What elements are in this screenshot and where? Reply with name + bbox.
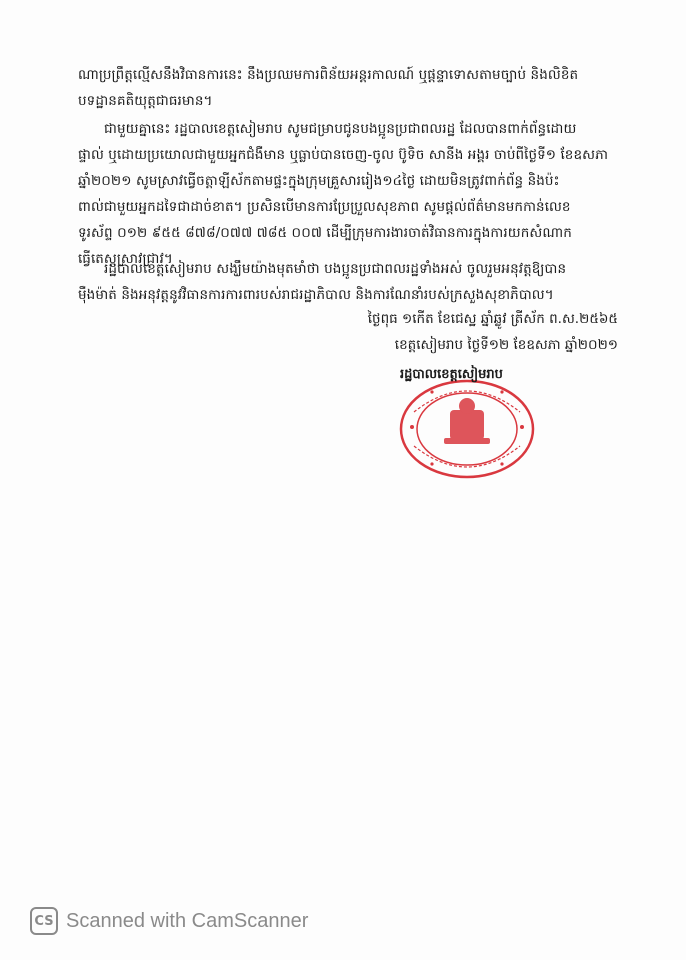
signatory-title: រដ្ឋបាលខេត្តសៀមរាប	[400, 367, 503, 382]
text-line: ធ្វើតេស្តស្រាវជ្រាវ។	[78, 251, 173, 267]
paragraph-2	[78, 116, 618, 272]
official-seal-icon	[392, 372, 542, 482]
solar-date: ខេត្តសៀមរាប ថ្ងៃទី១២ ខែឧសភា ឆ្នាំ២០២១	[394, 337, 618, 353]
paragraph-1	[78, 62, 618, 114]
text-line: ទូរស័ព្ទ ០១២ ៩៥៥ ៨៧៨/០៧៧ ៧៨៥ ០០៧ ដើម្បីក្រុមការងារចាត់វិធានការក្នុងការយកសំណាក	[78, 225, 572, 241]
text-line: ឆ្នាំ២០២១ សូមស្រាវធ្វើចត្តាឡីស័កតាមផ្ទះក្នុងក្រុមគ្រួសាររៀង១៤ថ្ងៃ ដោយមិនត្រូវពាក់ព័ន្ធ និងប៉ះ	[78, 173, 560, 189]
camscanner-logo-icon: CS	[30, 907, 58, 935]
paragraph-3	[78, 256, 618, 308]
text-line: ជាមួយគ្នានេះ រដ្ឋបាលខេត្តសៀមរាប សូមជម្រាបជូនបងប្អូនប្រជាពលរដ្ឋ ដែលបានពាក់ព័ន្ធដោយ	[104, 121, 577, 137]
watermark-text: Scanned with CamScanner	[66, 909, 309, 932]
text-line: ណាប្រព្រឹត្តល្មើសនឹងវិធានការនេះ នឹងប្រឈមការពិន័យអន្តរកាលណ៍ ឬផ្តន្ទាទោសតាមច្បាប់ និងលិខិត	[78, 67, 579, 83]
text-line: រដ្ឋបាលខេត្តសៀមរាប សង្ឃឹមយ៉ាងមុតមាំថា បងប្អូនប្រជាពលរដ្ឋទាំងអស់ ចូលរួមអនុវត្តឱ្យបាន	[104, 261, 567, 277]
text-line: ម៉ឺងម៉ាត់ និងអនុវត្តនូវវិធានការការពារបស់រាជរដ្ឋាភិបាល និងការណែនាំរបស់ក្រសួងសុខាភិបាល។	[78, 287, 554, 303]
text-line: បទដ្ឋានគតិយុត្តជាធរមាន។	[78, 93, 213, 109]
lunar-date: ថ្ងៃពុធ ១កើត ខែជេស្ឋ ឆ្នាំឆ្លូវ ត្រីស័ក ព.ស.២៥៦៥	[367, 311, 618, 327]
scanner-watermark	[30, 905, 308, 937]
text-line: ពាល់ជាមួយអ្នកដទៃជាដាច់ខាត។ ប្រសិនបើមានការប្រែប្រួលសុខភាព សូមផ្តល់ព័ត៌មានមកកាន់លេខ	[78, 199, 571, 215]
text-line: ផ្ទាល់ ឬដោយប្រយោលជាមួយអ្នកជំងឺមាន ឬធ្លាប់បានចេញ-ចូល ប៊ូទិច សានីង អង្គរ ចាប់ពីថ្ងៃទី១ ខែឧសភា	[78, 147, 609, 163]
